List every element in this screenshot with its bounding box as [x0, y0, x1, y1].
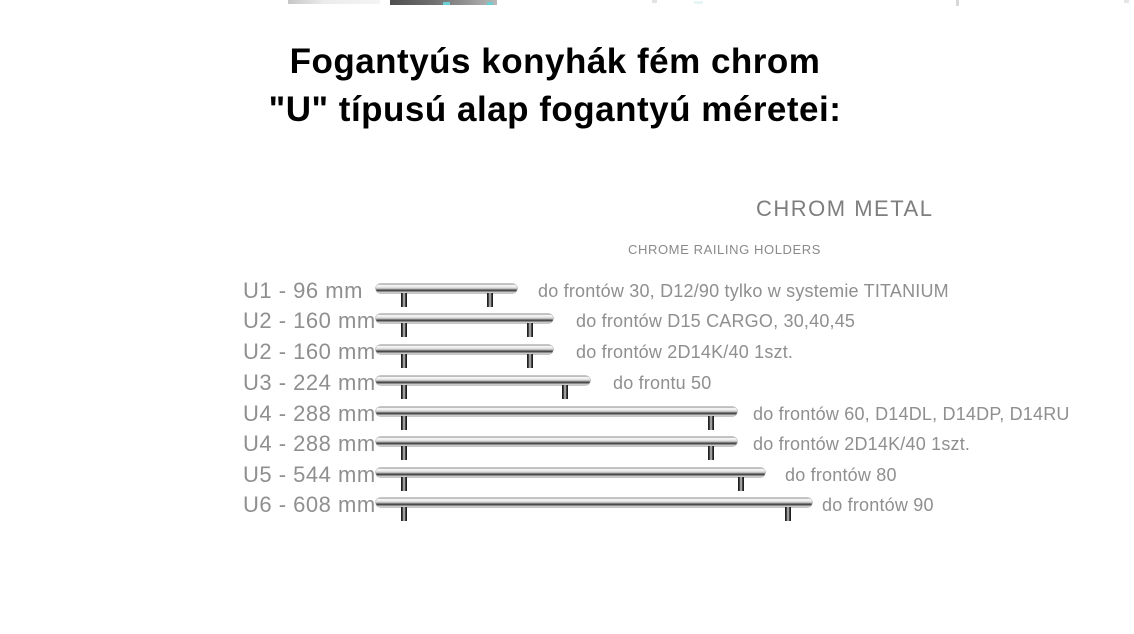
handle-description: do frontów 60, D14DL, D14DP, D14RU [753, 404, 1070, 424]
handle-size-label: U3 - 224 mm [243, 370, 376, 395]
handle-row-u6-608 [0, 490, 1134, 524]
handle-size-label: U5 - 544 mm [243, 462, 376, 487]
page-title-line-1: Fogantyús konyhák fém chrom [289, 42, 821, 81]
handle-description: do frontów 2D14K/40 1szt. [753, 434, 971, 454]
handle-bar [376, 314, 553, 323]
handle-row-u3-224 [0, 368, 1134, 402]
chrome-handle-image [376, 490, 836, 524]
chrome-handle-image [376, 368, 836, 402]
handle-row-u4-288b [0, 429, 1134, 463]
image-fragment [443, 2, 450, 5]
image-fragment [1124, 0, 1129, 3]
handle-size-label: U2 - 160 mm [243, 308, 376, 333]
handle-post-left [401, 354, 407, 368]
handle-post-right [708, 446, 714, 460]
page-title-line-2: "U" típusú alap fogantyú méretei: [268, 90, 842, 129]
handle-row-u4-288 [0, 399, 1134, 433]
handle-post-right [562, 385, 568, 399]
chrome-handle-image [376, 460, 836, 494]
handle-post-right [785, 507, 791, 521]
handle-description: do frontów 80 [785, 465, 897, 485]
handle-size-label: U1 - 96 mm [243, 278, 363, 303]
handle-post-left [401, 507, 407, 521]
handle-bar [376, 376, 590, 385]
handle-row-u2-160b [0, 337, 1134, 371]
handle-post-right [527, 354, 533, 368]
handle-row-u1-96 [0, 276, 1134, 310]
handle-bar [376, 407, 737, 416]
handle-description: do frontów 90 [822, 495, 934, 515]
handle-post-left [401, 416, 407, 430]
handle-post-right [708, 416, 714, 430]
image-fragment [956, 0, 959, 6]
handle-row-u2-160 [0, 306, 1134, 340]
handle-post-left [401, 477, 407, 491]
handle-bar [376, 437, 737, 446]
handle-description: do frontów D15 CARGO, 30,40,45 [576, 311, 856, 331]
handle-size-label: U4 - 288 mm [243, 401, 376, 426]
handle-post-left [401, 293, 407, 307]
image-fragment [288, 0, 380, 4]
handle-post-left [401, 323, 407, 337]
handle-description: do frontu 50 [613, 373, 712, 393]
handle-post-left [401, 385, 407, 399]
handle-size-label: U6 - 608 mm [243, 492, 376, 517]
handle-description: do frontów 2D14K/40 1szt. [576, 342, 794, 362]
handle-bar [376, 498, 812, 507]
section-heading: CHROM METAL [756, 196, 934, 221]
handle-size-label: U2 - 160 mm [243, 339, 376, 364]
image-fragment [694, 1, 703, 4]
handle-post-right [738, 477, 744, 491]
image-fragment [487, 2, 493, 5]
handle-post-right [487, 293, 493, 307]
image-fragment [652, 0, 657, 3]
handle-bar [376, 345, 553, 354]
handle-bar [376, 284, 517, 293]
page-title [0, 38, 1122, 134]
handle-description: do frontów 30, D12/90 tylko w systemie TITANIUM [538, 281, 949, 301]
handle-post-left [401, 446, 407, 460]
handle-row-u5-544 [0, 460, 1134, 494]
handle-size-label: U4 - 288 mm [243, 431, 376, 456]
section-subheading: CHROME RAILING HOLDERS [628, 242, 822, 257]
handle-bar [376, 468, 765, 477]
handle-post-right [527, 323, 533, 337]
